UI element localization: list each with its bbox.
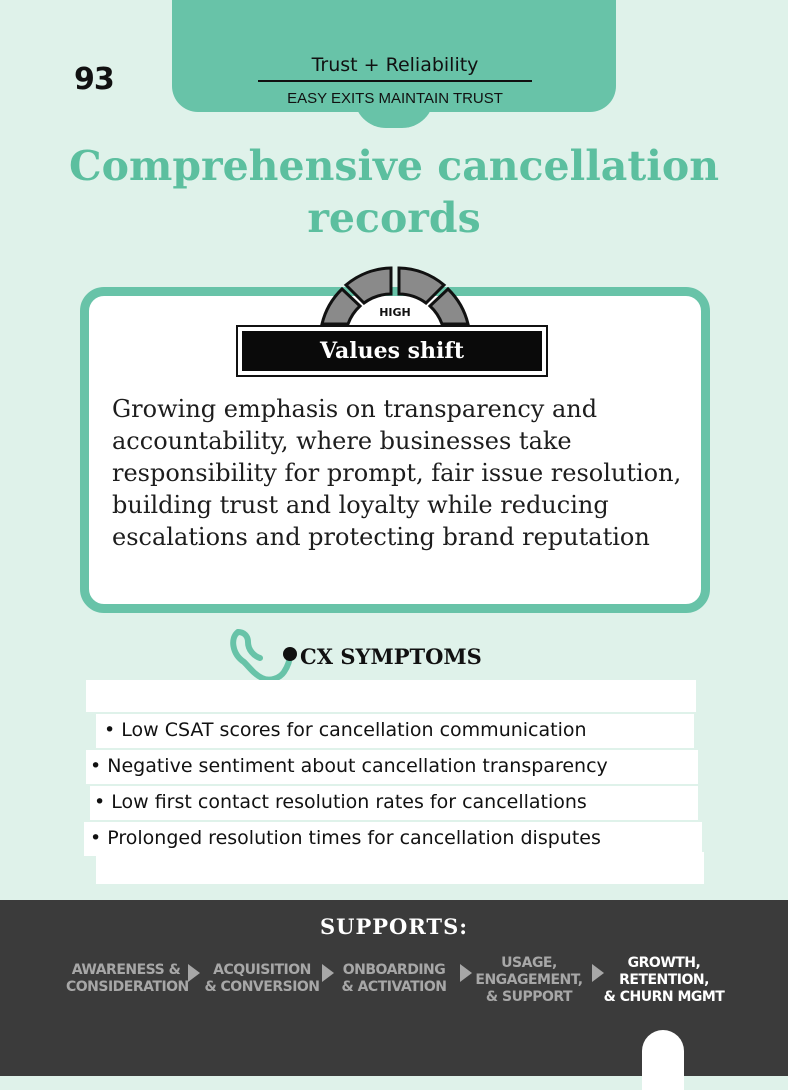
description-text: Growing emphasis on transparency and accountability, where businesses take responsibility for prompt, fair issue resolution, building trust and loyalty while reducing escalations and protecting brand reputation (112, 395, 682, 551)
gauge-level-label: HIGH (379, 306, 411, 319)
card-number: 93 (74, 62, 114, 97)
subcategory-label: EASY EXITS MAINTAIN TRUST (287, 90, 503, 107)
active-stage-marker (642, 1030, 684, 1090)
stage-growth: GROWTH, RETENTION, & CHURN MGMT (603, 955, 725, 1005)
highlight-strip (96, 852, 704, 884)
stethoscope-icon (228, 628, 298, 688)
symptom-item: • Low CSAT scores for cancellation communication (104, 719, 587, 741)
symptoms-title: CX SYMPTOMS (300, 644, 482, 669)
stage-arrow-icon (322, 964, 334, 982)
stage-usage: USAGE, ENGAGEMENT, & SUPPORT (475, 955, 583, 1005)
category-label: Trust + Reliability (258, 54, 532, 82)
symptom-item: • Negative sentiment about cancellation transparency (90, 755, 608, 777)
card-title: Comprehensive cancellation records (68, 142, 720, 242)
symptom-item: • Low first contact resolution rates for cancellations (94, 791, 587, 813)
supports-title: SUPPORTS: (320, 914, 468, 939)
highlight-strip (86, 680, 696, 712)
stage-awareness: AWARENESS & CONSIDERATION (66, 962, 189, 995)
stage-arrow-icon (188, 964, 200, 982)
values-badge (236, 325, 548, 377)
symptom-item: • Prolonged resolution times for cancellation disputes (90, 827, 601, 849)
stage-arrow-icon (460, 964, 472, 982)
stage-acquisition: ACQUISITION & CONVERSION (204, 962, 320, 995)
stage-onboarding: ONBOARDING & ACTIVATION (341, 962, 447, 995)
badge-label: Values shift (242, 331, 542, 371)
